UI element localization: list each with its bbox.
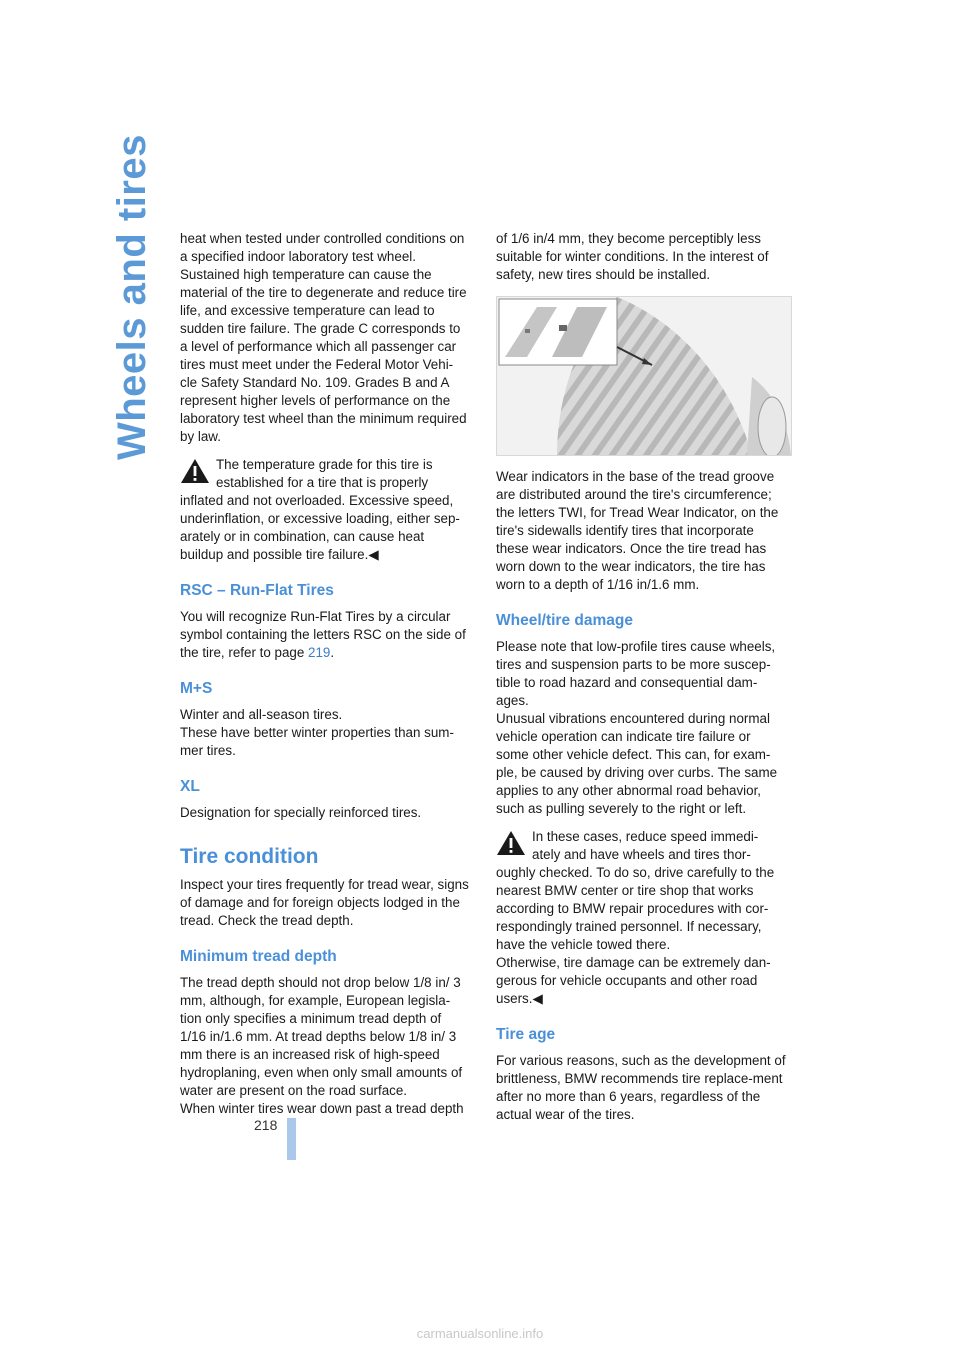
- warning-temperature: [180, 456, 470, 564]
- right-column: [496, 230, 786, 1124]
- paragraph-ms-1: Winter and all-season tires.: [180, 707, 343, 722]
- heading-ms: M+S: [180, 680, 213, 697]
- paragraph-tire-age: For various reasons, such as the development of brittleness, BMW recommends tire replace-ment after no more than 6 years, regardless of the actual wear of the tires.: [496, 1053, 786, 1122]
- paragraph-min-tread-2: When winter tires wear down past a tread depth: [180, 1101, 464, 1116]
- page-number: 218: [254, 1117, 278, 1133]
- paragraph-damage-1: Please note that low-profile tires cause wheels, tires and suspension parts to be more suscep-tible to road hazard and consequential dam-ages.: [496, 639, 776, 708]
- watermark: carmanualsonline.info: [416, 1326, 544, 1341]
- paragraph-rsc-text: You will recognize Run-Flat Tires by a circular symbol containing the letters RSC on the side of the tire, refer to page: [180, 609, 466, 660]
- left-column: [180, 230, 470, 1118]
- warning-temperature-text: The temperature grade for this tire is established for a tire that is properly inflated and not overloaded. Excessive speed, underinflation, or excessive loading, either sep-arately or in combination, can cause heat buildup and possible tire failure.◀: [180, 457, 460, 562]
- paragraph-rsc-end: .: [330, 645, 335, 660]
- warning-triangle-icon: [496, 830, 526, 856]
- tire-illustration: [497, 297, 791, 455]
- warning-damage-text: In these cases, reduce speed immedi-ately and have wheels and tires thor-oughly checked. To do so, drive carefully to the nearest BMW center or tire shop that works according to BMW repair procedures with cor-respondingly trained personnel. If necessary, have the vehicle towed there.: [496, 829, 775, 952]
- paragraph-winter-continued: of 1/6 in/4 mm, they become perceptibly less suitable for winter conditions. In the interest of safety, new tires should be installed.: [496, 231, 769, 282]
- heading-rsc: RSC – Run-Flat Tires: [180, 582, 334, 599]
- page-number-bar: [287, 1118, 296, 1160]
- heading-xl: XL: [180, 778, 200, 795]
- paragraph-temperature: heat when tested under controlled conditions on a specified indoor laboratory test wheel. Sustained high temperature can cause the material of the tire to degenerate and reduce tire life, and excessive temperature can lead to sudden tire failure. The grade C corresponds to a level of performance which all passenger car tires must meet under the Federal Motor Vehi-cle Safety Standard No. 109. Grades B and A represent higher levels of performance on the laboratory test wheel than the minimum required by law.: [180, 231, 467, 444]
- warning-damage-text-2: Otherwise, tire damage can be extremely dan-gerous for vehicle occupants and other road users.◀: [496, 955, 771, 1006]
- tire-wear-indicator-figure: [496, 296, 792, 456]
- warning-triangle-icon: [180, 458, 210, 484]
- paragraph-wear-indicators: Wear indicators in the base of the tread groove are distributed around the tire's circumference; the letters TWI, for Tread Wear Indicator, on the tire's sidewalls identify tires that incorporate these wear indicators. Once the tire tread has worn down to the wear indicators, the tire has worn to a depth of 1/16 in/1.6 mm.: [496, 469, 779, 592]
- heading-tire-age: Tire age: [496, 1026, 556, 1043]
- paragraph-tire-condition: Inspect your tires frequently for tread wear, signs of damage and for foreign objects lodged in the tread. Check the tread depth.: [180, 877, 469, 928]
- warning-damage: [496, 828, 786, 1008]
- heading-tire-condition: Tire condition: [180, 845, 319, 868]
- page-link-219[interactable]: 219: [308, 645, 331, 660]
- paragraph-rsc: [180, 608, 470, 662]
- paragraph-damage-2: Unusual vibrations encountered during normal vehicle operation can indicate tire failure or some other vehicle defect. This can, for exam-ple, be caused by driving over curbs. The same applies to any other abnormal road behavior, such as pulling severely to the right or left.: [496, 711, 778, 816]
- paragraph-min-tread-1: The tread depth should not drop below 1/8 in/ 3 mm, although, for example, European legisla-tion only specifies a minimum tread depth of 1/16 in/1.6 mm. At tread depths below 1/8 in/ 3 mm there is an increased risk of high-speed hydroplaning, even when only small amounts of water are present on the road surface.: [180, 975, 463, 1098]
- heading-minimum-tread-depth: Minimum tread depth: [180, 948, 337, 965]
- heading-wheel-tire-damage: Wheel/tire damage: [496, 612, 633, 629]
- side-section-title: Wheels and tires: [110, 134, 154, 460]
- paragraph-ms-2: These have better winter properties than sum-mer tires.: [180, 725, 454, 758]
- paragraph-xl: Designation for specially reinforced tires.: [180, 805, 422, 820]
